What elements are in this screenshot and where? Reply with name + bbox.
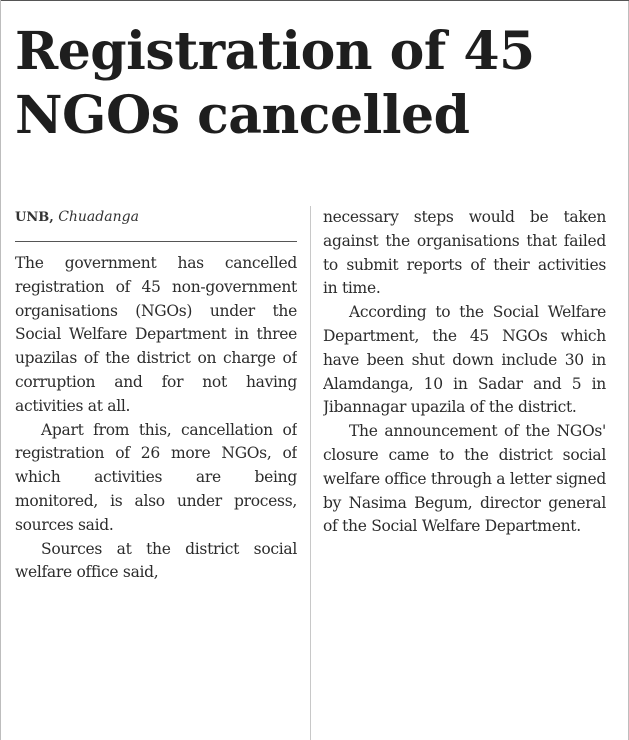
paragraph: The announcement of the NGOs' closure came to the district social welfare office through a letter signed by Nasima Begum, director general of the Social Welfare Department. — [323, 422, 606, 536]
paragraph: According to the Social Welfare Department, the 45 NGOs which have been shut down include 30 in Alamdanga, 10 in Sadar and 5 in Jibannagar upazila of the district. — [323, 303, 606, 417]
paragraph: Sources at the district social welfare office said, — [15, 539, 297, 582]
paragraph: Apart from this, cancellation of registration of 26 more NGOs, of which activities are being monitored, is also under process, sources said. — [15, 420, 297, 534]
byline-rule — [15, 241, 297, 242]
byline-location: Chuadanga — [58, 209, 139, 225]
paragraph: necessary steps would be taken against the organisations that failed to submit reports of their activities in time. — [323, 208, 606, 298]
top-rule — [1, 0, 629, 1]
byline — [15, 207, 139, 228]
byline-agency: UNB, — [15, 210, 54, 225]
paragraph: The government has cancelled registration of 45 non-government organisations (NGOs) under the Social Welfare Department in three upazilas of the district on charge of corruption and for not having activities at all. — [15, 254, 297, 415]
headline: Registration of 45 NGOs cancelled — [15, 21, 535, 146]
column-divider — [310, 206, 311, 740]
article-column-left — [15, 252, 297, 737]
article-column-right — [323, 206, 606, 740]
